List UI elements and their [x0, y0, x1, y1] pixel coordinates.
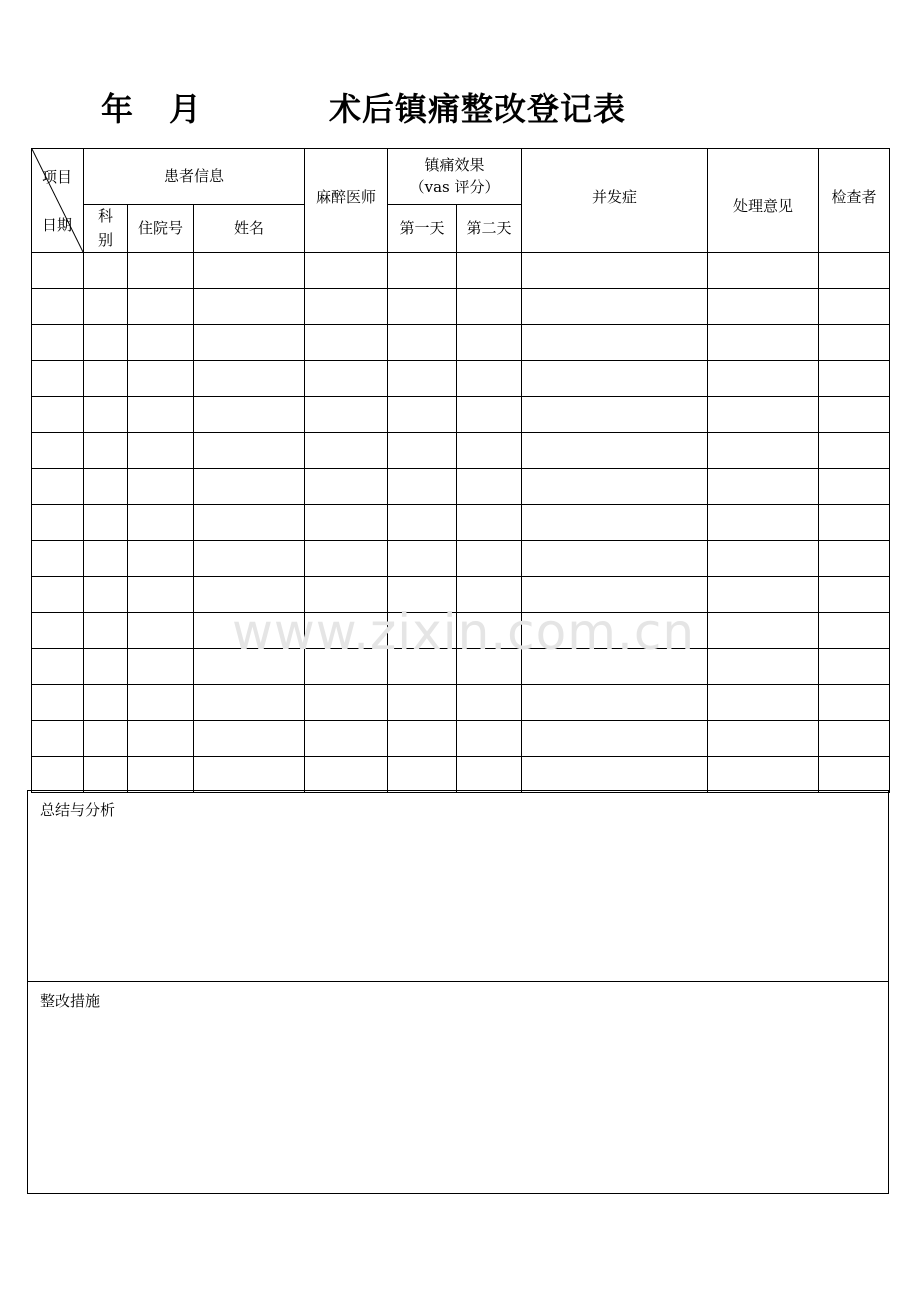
rectification-measures-label: 整改措施: [40, 992, 101, 1010]
table-cell[interactable]: [84, 361, 128, 397]
table-cell[interactable]: [708, 613, 819, 649]
table-cell[interactable]: [819, 721, 890, 757]
table-cell[interactable]: [708, 649, 819, 685]
table-cell[interactable]: [305, 649, 388, 685]
table-cell[interactable]: [388, 361, 457, 397]
table-cell[interactable]: [708, 757, 819, 793]
title-month: 月: [169, 90, 202, 128]
table-cell[interactable]: [457, 613, 522, 649]
table-cell[interactable]: [522, 505, 708, 541]
table-cell[interactable]: [84, 613, 128, 649]
table-row: [32, 505, 890, 541]
table-row: [32, 541, 890, 577]
table-cell[interactable]: [84, 541, 128, 577]
table-cell[interactable]: [819, 649, 890, 685]
table-cell[interactable]: [457, 541, 522, 577]
table-cell[interactable]: [708, 685, 819, 721]
table-cell[interactable]: [84, 433, 128, 469]
table-cell[interactable]: [128, 253, 194, 289]
table-cell[interactable]: [457, 397, 522, 433]
table-row: [32, 685, 890, 721]
summary-analysis-section[interactable]: [27, 790, 889, 982]
table-cell[interactable]: [32, 325, 84, 361]
watermark: www.zixin.com.cn: [232, 603, 696, 661]
table-row: [32, 289, 890, 325]
table-cell[interactable]: [194, 613, 305, 649]
table-cell[interactable]: [305, 613, 388, 649]
table-cell[interactable]: [194, 289, 305, 325]
table-cell[interactable]: [708, 397, 819, 433]
table-cell[interactable]: [128, 469, 194, 505]
table-cell[interactable]: [388, 721, 457, 757]
summary-analysis-label: 总结与分析: [40, 801, 116, 819]
table-row: [32, 613, 890, 649]
table-cell[interactable]: [388, 433, 457, 469]
table-cell[interactable]: [708, 433, 819, 469]
table-cell[interactable]: [388, 649, 457, 685]
table-cell[interactable]: [128, 433, 194, 469]
table-cell[interactable]: [128, 361, 194, 397]
table-cell[interactable]: [305, 721, 388, 757]
table-cell[interactable]: [388, 289, 457, 325]
table-cell[interactable]: [32, 577, 84, 613]
table-cell[interactable]: [305, 397, 388, 433]
header-day-two: 第二天: [457, 205, 522, 253]
table-cell[interactable]: [32, 505, 84, 541]
table-cell[interactable]: [305, 469, 388, 505]
table-cell[interactable]: [522, 685, 708, 721]
table-cell[interactable]: [32, 253, 84, 289]
table-cell[interactable]: [84, 721, 128, 757]
table-cell[interactable]: [305, 289, 388, 325]
table-cell[interactable]: [457, 433, 522, 469]
header-item-label: 项目: [42, 168, 73, 186]
table-cell[interactable]: [32, 433, 84, 469]
table-cell[interactable]: [522, 253, 708, 289]
table-cell[interactable]: [84, 253, 128, 289]
table-cell[interactable]: [32, 613, 84, 649]
table-cell[interactable]: [819, 613, 890, 649]
table-cell[interactable]: [128, 721, 194, 757]
table-cell[interactable]: [708, 253, 819, 289]
table-cell[interactable]: [819, 325, 890, 361]
table-cell[interactable]: [457, 577, 522, 613]
diagonal-header-cell: [32, 149, 84, 253]
table-cell[interactable]: [32, 397, 84, 433]
header-department: [84, 205, 128, 253]
table-cell[interactable]: [388, 325, 457, 361]
table-cell[interactable]: [388, 541, 457, 577]
table-cell[interactable]: [819, 577, 890, 613]
table-cell[interactable]: [128, 685, 194, 721]
table-cell[interactable]: [128, 397, 194, 433]
table-row: [32, 397, 890, 433]
title-year: 年: [101, 90, 134, 128]
table-cell[interactable]: [305, 577, 388, 613]
table-cell[interactable]: [819, 397, 890, 433]
table-row: [32, 757, 890, 793]
table-cell[interactable]: [819, 253, 890, 289]
table-cell[interactable]: [32, 685, 84, 721]
table-cell[interactable]: [84, 505, 128, 541]
table-cell[interactable]: [522, 397, 708, 433]
table-cell[interactable]: [305, 361, 388, 397]
table-cell[interactable]: [128, 505, 194, 541]
table-row: [32, 469, 890, 505]
analgesia-effect-label: 镇痛效果: [424, 155, 485, 174]
registration-table: [31, 148, 890, 793]
table-cell[interactable]: [457, 469, 522, 505]
table-cell[interactable]: [32, 289, 84, 325]
table-cell[interactable]: [388, 397, 457, 433]
table-row: [32, 433, 890, 469]
table-cell[interactable]: [388, 253, 457, 289]
table-cell[interactable]: [305, 757, 388, 793]
table-cell[interactable]: [522, 541, 708, 577]
table-cell[interactable]: [522, 325, 708, 361]
table-cell[interactable]: [388, 577, 457, 613]
table-cell[interactable]: [194, 685, 305, 721]
table-row: [32, 721, 890, 757]
table-cell[interactable]: [194, 325, 305, 361]
table-cell[interactable]: [84, 649, 128, 685]
table-cell[interactable]: [84, 757, 128, 793]
table-cell[interactable]: [388, 469, 457, 505]
table-cell[interactable]: [819, 361, 890, 397]
table-cell[interactable]: [128, 325, 194, 361]
table-cell[interactable]: [819, 757, 890, 793]
table-cell[interactable]: [457, 685, 522, 721]
table-cell[interactable]: [522, 721, 708, 757]
table-cell[interactable]: [305, 253, 388, 289]
table-cell[interactable]: [194, 397, 305, 433]
table-cell[interactable]: [128, 649, 194, 685]
table-cell[interactable]: [194, 541, 305, 577]
table-cell[interactable]: [305, 685, 388, 721]
table-cell[interactable]: [32, 361, 84, 397]
table-cell[interactable]: [128, 541, 194, 577]
table-cell[interactable]: [84, 325, 128, 361]
table-cell[interactable]: [194, 433, 305, 469]
table-cell[interactable]: [457, 505, 522, 541]
table-cell[interactable]: [708, 361, 819, 397]
table-cell[interactable]: [388, 505, 457, 541]
table-cell[interactable]: [194, 469, 305, 505]
table-cell[interactable]: [32, 469, 84, 505]
table-cell[interactable]: [522, 469, 708, 505]
header-row-1: [32, 149, 890, 205]
table-row: [32, 253, 890, 289]
table-cell[interactable]: [84, 577, 128, 613]
rectification-measures-section[interactable]: [27, 981, 889, 1194]
table-cell[interactable]: [708, 577, 819, 613]
table-cell[interactable]: [819, 541, 890, 577]
table-cell[interactable]: [522, 289, 708, 325]
table-cell[interactable]: [84, 469, 128, 505]
table-cell[interactable]: [457, 649, 522, 685]
table-cell[interactable]: [128, 613, 194, 649]
table-row: [32, 325, 890, 361]
table-cell[interactable]: [819, 505, 890, 541]
table-row: [32, 649, 890, 685]
header-patient-info: 患者信息: [84, 149, 305, 205]
table-cell[interactable]: [457, 721, 522, 757]
header-handling-opinion: 处理意见: [708, 149, 819, 253]
page-title: 术后镇痛整改登记表: [329, 90, 627, 128]
table-cell[interactable]: [819, 469, 890, 505]
table-cell[interactable]: [305, 433, 388, 469]
header-name: 姓名: [194, 205, 305, 253]
table-cell[interactable]: [522, 613, 708, 649]
header-complications: 并发症: [522, 149, 708, 253]
table-cell[interactable]: [708, 325, 819, 361]
header-day-one: 第一天: [388, 205, 457, 253]
table-cell[interactable]: [819, 433, 890, 469]
table-cell[interactable]: [32, 721, 84, 757]
table-cell[interactable]: [84, 397, 128, 433]
table-cell[interactable]: [84, 685, 128, 721]
table-cell[interactable]: [708, 505, 819, 541]
table-cell[interactable]: [819, 289, 890, 325]
table-cell[interactable]: [522, 577, 708, 613]
table-row: [32, 577, 890, 613]
table-cell[interactable]: [457, 253, 522, 289]
table-cell[interactable]: [388, 685, 457, 721]
table-cell[interactable]: [305, 541, 388, 577]
table-cell[interactable]: [522, 757, 708, 793]
table-cell[interactable]: [194, 253, 305, 289]
header-date-label: 日期: [42, 216, 73, 234]
table-cell[interactable]: [457, 325, 522, 361]
table-cell[interactable]: [194, 757, 305, 793]
header-inspector: 检查者: [819, 149, 890, 253]
table-cell[interactable]: [708, 289, 819, 325]
table-cell[interactable]: [194, 361, 305, 397]
table-row: [32, 361, 890, 397]
table-cell[interactable]: [194, 721, 305, 757]
table-cell[interactable]: [32, 541, 84, 577]
header-analgesia-effect: [388, 149, 522, 205]
table-cell[interactable]: [388, 757, 457, 793]
table-cell[interactable]: [194, 505, 305, 541]
table-cell[interactable]: [194, 649, 305, 685]
header-anesthesiologist: 麻醉医师: [305, 149, 388, 253]
table-cell[interactable]: [32, 757, 84, 793]
table-cell[interactable]: [522, 361, 708, 397]
header-admission-no: 住院号: [128, 205, 194, 253]
table-cell[interactable]: [708, 469, 819, 505]
table-cell[interactable]: [819, 685, 890, 721]
table-cell[interactable]: [128, 577, 194, 613]
table-cell[interactable]: [522, 649, 708, 685]
table-cell[interactable]: [457, 757, 522, 793]
table-cell[interactable]: [522, 433, 708, 469]
department-label: 科 别: [97, 207, 113, 249]
table-cell[interactable]: [128, 289, 194, 325]
vas-score-label: （vas 评分）: [409, 177, 500, 196]
table-cell[interactable]: [388, 613, 457, 649]
title-row: [0, 84, 920, 130]
table-cell[interactable]: [194, 577, 305, 613]
table-cell[interactable]: [457, 361, 522, 397]
table-cell[interactable]: [32, 649, 84, 685]
table-cell[interactable]: [708, 721, 819, 757]
table-cell[interactable]: [708, 541, 819, 577]
table-cell[interactable]: [128, 757, 194, 793]
table-cell[interactable]: [84, 289, 128, 325]
table-cell[interactable]: [305, 325, 388, 361]
table-cell[interactable]: [305, 505, 388, 541]
table-cell[interactable]: [457, 289, 522, 325]
